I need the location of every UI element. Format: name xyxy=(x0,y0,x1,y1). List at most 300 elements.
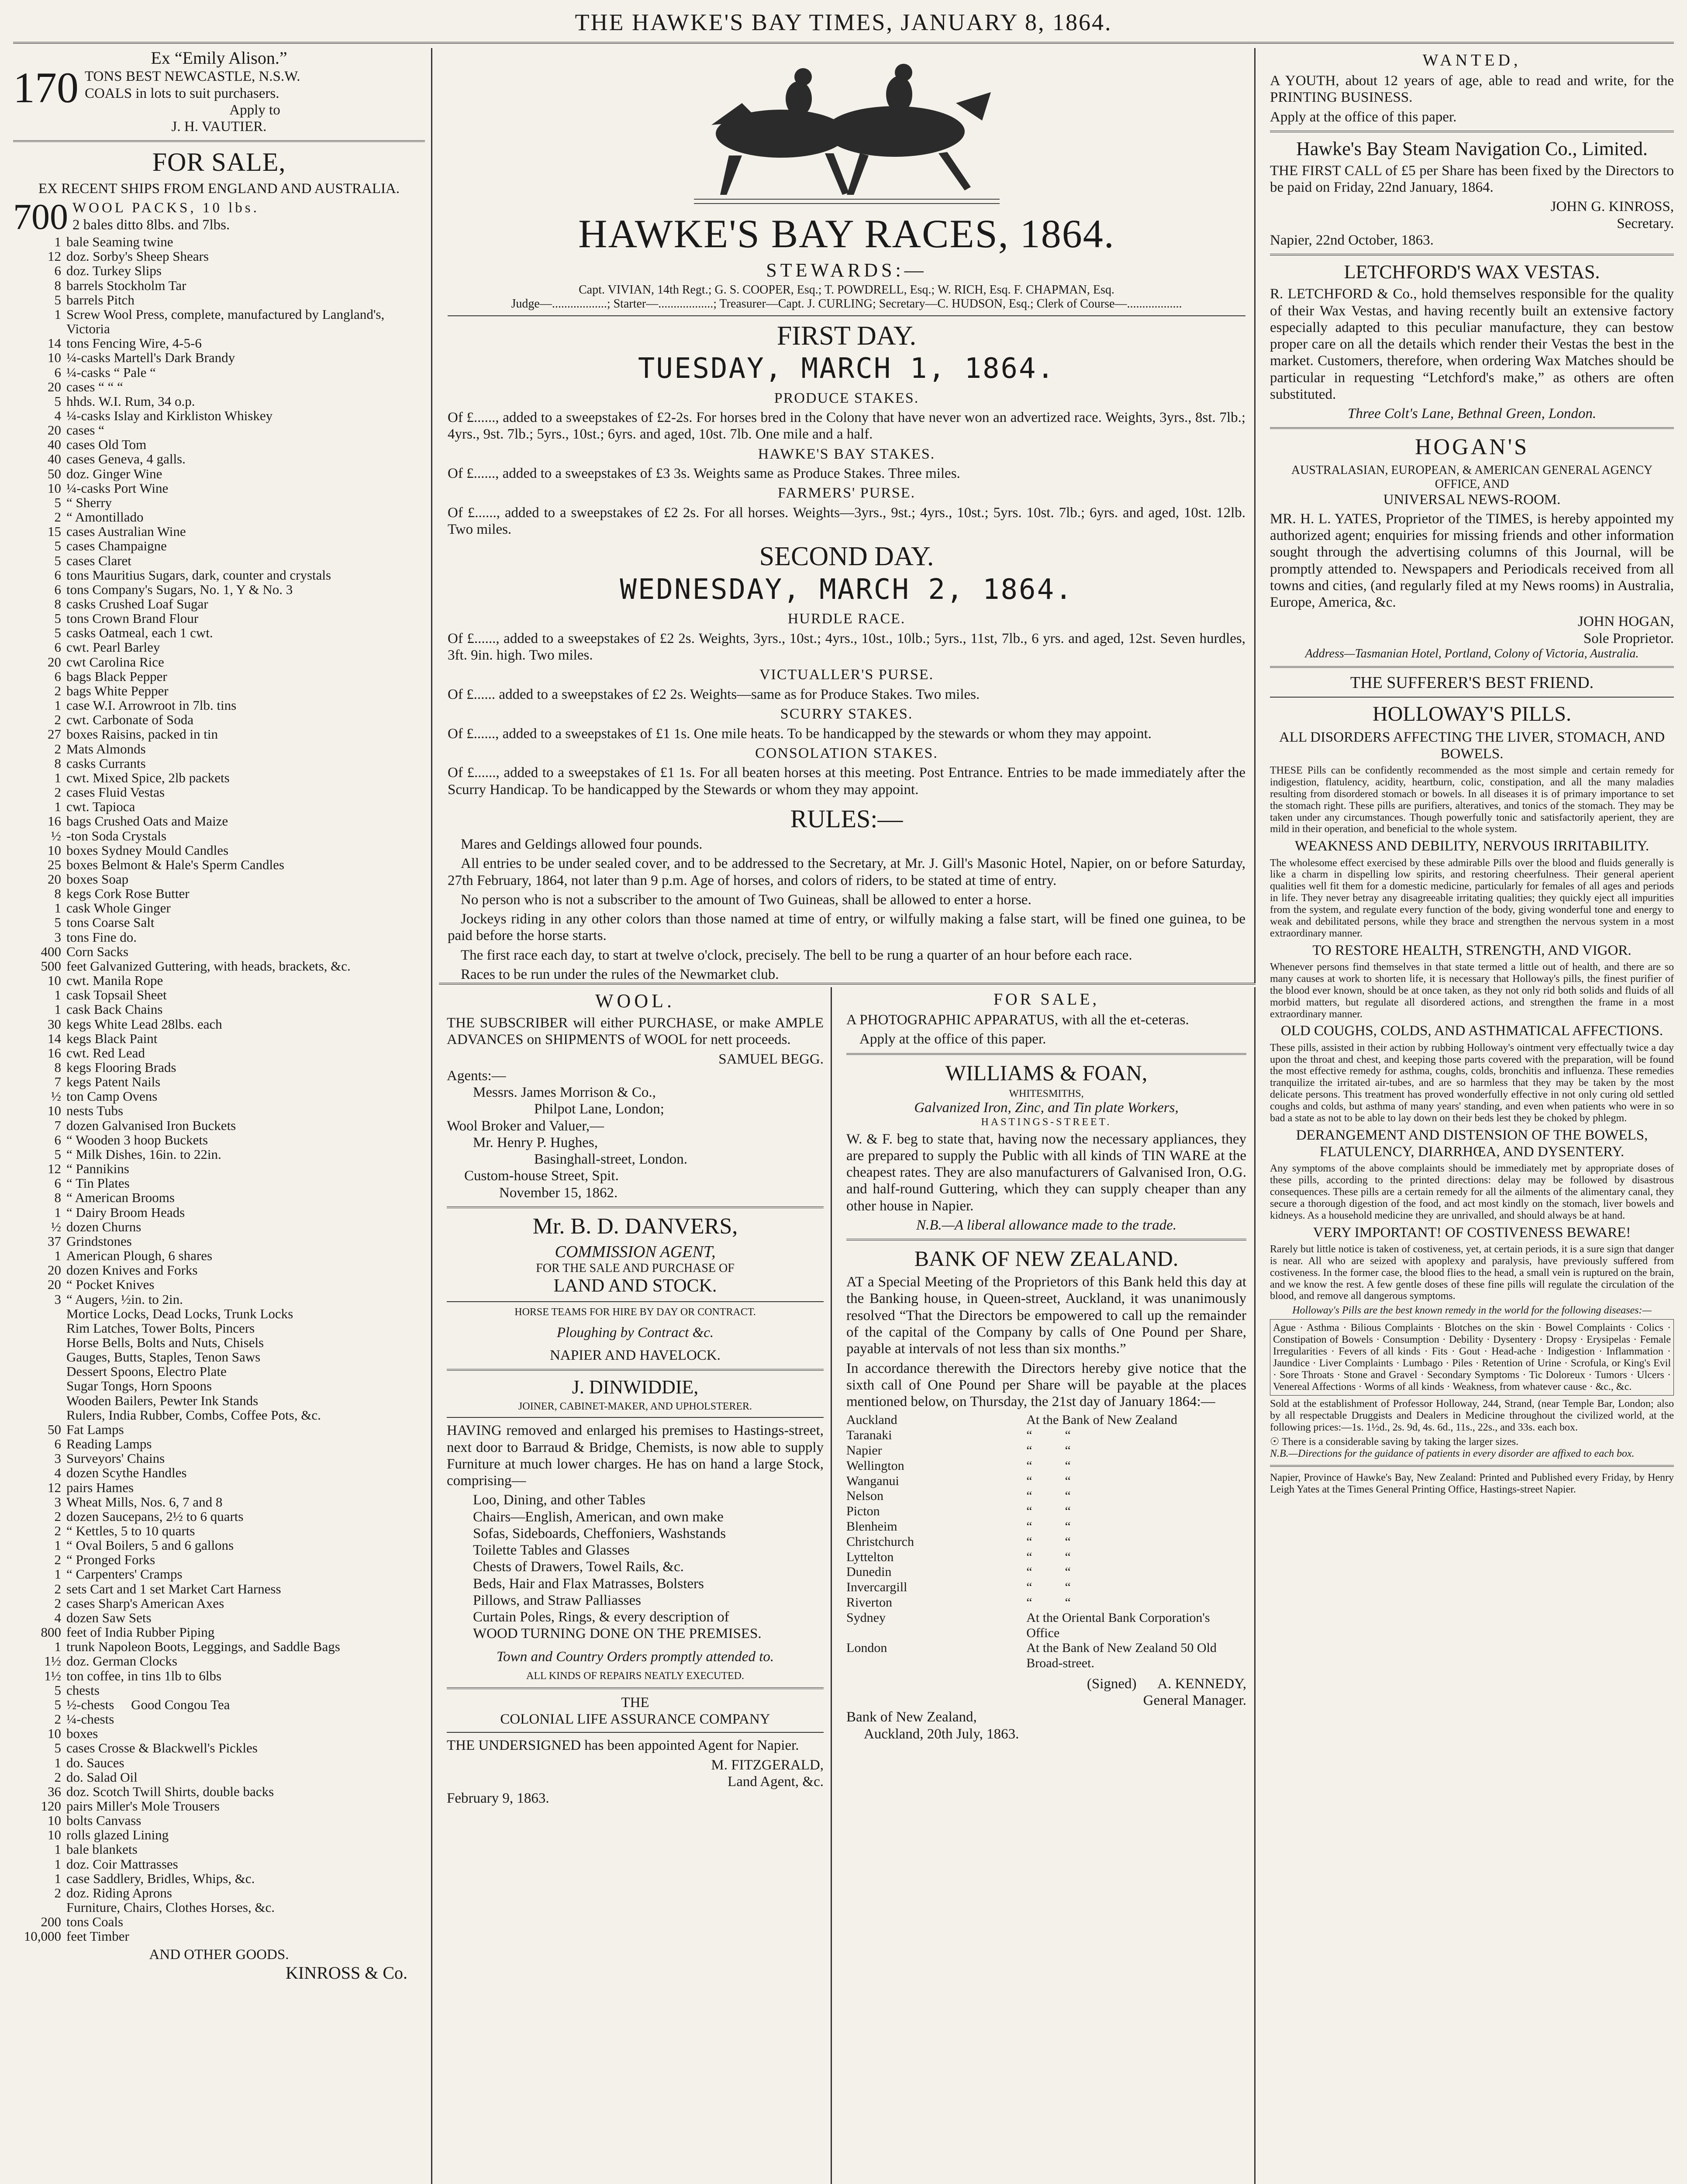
williams-title: WILLIAMS & FOAN, xyxy=(945,1060,1148,1085)
goods-item-qty: 2 xyxy=(54,741,61,757)
bank-places-table xyxy=(846,1413,1246,1671)
goods-item-qty: 8 xyxy=(54,1190,61,1206)
holloway-title: HOLLOWAY'S PILLS. xyxy=(1373,702,1571,726)
goods-item-qty: 5 xyxy=(54,494,61,510)
steam-name: JOHN G. KINROSS, xyxy=(1550,199,1674,215)
goods-item xyxy=(13,944,425,959)
goods-item-qty: 1 xyxy=(54,987,61,1003)
hogan-sub2: UNIVERSAL NEWS-ROOM. xyxy=(1383,491,1561,508)
goods-item xyxy=(13,495,425,510)
goods-item xyxy=(13,1190,425,1205)
goods-item-qty: 7 xyxy=(54,1117,61,1133)
bank-place-office: At the Bank of New Zealand xyxy=(1026,1413,1177,1427)
goods-item-qty: 200 xyxy=(41,1914,61,1930)
goods-item-qty: 5 xyxy=(54,538,61,554)
goods-item-desc: cases “ “ “ xyxy=(66,379,123,394)
goods-item xyxy=(13,1582,425,1596)
goods-item-desc: dozen Knives and Forks xyxy=(66,1262,198,1278)
consolation-stakes-title: CONSOLATION STAKES. xyxy=(755,745,938,761)
goods-item-desc: cask Topsail Sheet xyxy=(66,987,167,1003)
holloway-h6-text: Rarely but little notice is taken of costiveness, yet, at certain periods, it is a sure sign that danger is near. All who are seized with apoplexy and paralysis, have previously suffered from costiveness. In the former case, the blood flies to the head, a small vein is ruptured on the brain, and we know the rest. A few gentle doses of these fine pills will regulate the circulation of the blood, and remove all dangerous symptoms. xyxy=(1270,1243,1674,1302)
rule-item: No person who is not a subscriber to the amount of Two Guineas, shall be allowed to enter a horse. xyxy=(461,892,1032,908)
goods-item-qty: 5 xyxy=(54,292,61,308)
goods-item-qty: 2 xyxy=(54,712,61,728)
bank-place-name: Dunedin xyxy=(846,1565,892,1579)
goods-item-desc: Reading Lamps xyxy=(66,1436,152,1452)
goods-item-desc: ¼-casks “ Pale “ xyxy=(66,364,156,380)
goods-item-qty: 5 xyxy=(54,1146,61,1162)
bank-place-row xyxy=(846,1580,1246,1595)
steam-text: THE FIRST CALL of £5 per Share has been fixed by the Directors to be paid on Friday, 22nd January, 1864. xyxy=(1270,162,1674,196)
goods-item xyxy=(13,1321,425,1335)
goods-item-qty: 50 xyxy=(48,466,61,481)
goods-item-desc: “ American Brooms xyxy=(66,1190,175,1206)
goods-item-desc: cases Old Tom xyxy=(66,437,147,453)
bank-place-name: Sydney xyxy=(846,1610,886,1625)
colonial-the: THE xyxy=(621,1694,649,1711)
goods-item-desc: bags Crushed Oats and Maize xyxy=(66,813,228,829)
colonial-name: M. FITZGERALD, xyxy=(711,1757,824,1773)
goods-item-qty: 5 xyxy=(54,1740,61,1756)
goods-item-qty: 20 xyxy=(48,379,61,394)
goods-item-desc: “ Milk Dishes, 16in. to 22in. xyxy=(66,1146,221,1162)
wool-broker-1: Mr. Henry P. Hughes, xyxy=(473,1134,598,1151)
goods-item-qty: 8 xyxy=(54,596,61,612)
colonial-role: Land Agent, &c. xyxy=(728,1773,824,1790)
bank-place-row xyxy=(846,1504,1246,1519)
goods-item xyxy=(13,1306,425,1321)
wanted-title: WANTED, xyxy=(1422,51,1521,69)
goods-item-qty: 1 xyxy=(54,698,61,713)
goods-item-desc: casks Crushed Loaf Sugar xyxy=(66,596,208,612)
goods-item-qty: 10 xyxy=(48,1827,61,1843)
horse-race-engraving xyxy=(694,51,1000,208)
bank-place-row xyxy=(846,1458,1246,1474)
goods-item xyxy=(13,973,425,988)
goods-item xyxy=(13,901,425,915)
holloway-h4-title: OLD COUGHS, COLDS, AND ASTHMATICAL AFFECTIONS. xyxy=(1280,1023,1663,1039)
goods-item-qty: 6 xyxy=(54,1132,61,1147)
bank-place-office: At the Oriental Bank Corporation's Office xyxy=(1026,1610,1210,1640)
officials-line: Judge—..................; Starter—..................; Treasurer—Capt. J. CURLING; Secretary—C. HUDSON, Esq.; Clerk of Course—.................. xyxy=(511,297,1182,311)
stock-item: Chairs—English, American, and own make xyxy=(473,1509,724,1525)
goods-item-qty: 25 xyxy=(48,857,61,872)
holloway-saving: ☉ There is a considerable saving by taking the larger sizes. xyxy=(1270,1436,1519,1448)
rule-item: Mares and Geldings allowed four pounds. xyxy=(461,836,703,853)
racing-horses-icon xyxy=(694,51,1000,208)
goods-item-qty: 2 xyxy=(54,1552,61,1568)
holloway-h2-title: WEAKNESS AND DEBILITY, NERVOUS IRRITABILITY. xyxy=(1294,838,1649,854)
goods-item-desc: cases Claret xyxy=(66,553,131,568)
goods-item-qty: 2 xyxy=(54,1711,61,1727)
bank-place-row xyxy=(846,1519,1246,1534)
goods-item xyxy=(13,857,425,872)
goods-item xyxy=(13,1205,425,1220)
dinwiddie-text: HAVING removed and enlarged his premises to Hastings-street, next door to Barraud & Bridge, Chemists, is now able to supply Furniture at much lower charges. He has on hand a large Stock, comprising— xyxy=(447,1423,824,1489)
colonial-date: February 9, 1863. xyxy=(447,1790,549,1807)
stock-item: Curtain Poles, Rings, & every description of xyxy=(473,1609,729,1625)
williams-sub2: Galvanized Iron, Zinc, and Tin plate Workers, xyxy=(914,1100,1179,1116)
goods-item-qty: 37 xyxy=(48,1233,61,1249)
goods-item-qty: 2 xyxy=(54,683,61,698)
bank-place-name: Nelson xyxy=(846,1489,883,1503)
bank-place-row xyxy=(846,1474,1246,1489)
goods-item-desc: cwt Carolina Rice xyxy=(66,654,164,670)
goods-item xyxy=(13,1465,425,1480)
goods-item-qty: 2 xyxy=(54,1581,61,1597)
wool-packs xyxy=(13,200,425,235)
goods-item-qty: 12 xyxy=(48,1479,61,1495)
goods-item-desc: boxes Belmont & Hale's Sperm Candles xyxy=(66,857,284,872)
bank-place-name: Lyttelton xyxy=(846,1549,894,1564)
goods-item xyxy=(13,1813,425,1828)
goods-item-desc: Rulers, India Rubber, Combs, Coffee Pots, &c. xyxy=(66,1407,321,1423)
goods-item-qty xyxy=(13,1379,66,1393)
stock-item: Pillows, and Straw Palliasses xyxy=(473,1592,641,1608)
goods-item-desc: Wooden Bailers, Pewter Ink Stands xyxy=(66,1393,259,1408)
goods-item-desc: boxes xyxy=(66,1726,98,1742)
goods-item xyxy=(13,1292,425,1306)
goods-item-desc: cwt. Mixed Spice, 2lb packets xyxy=(66,770,230,785)
goods-item-desc: bale Seaming twine xyxy=(66,234,173,250)
goods-item-desc: Mats Almonds xyxy=(66,741,146,757)
goods-item-desc: “ Tin Plates xyxy=(66,1175,130,1191)
goods-item-desc: cwt. Manila Rope xyxy=(66,973,163,988)
goods-item xyxy=(13,1277,425,1292)
goods-item-desc: dozen Scythe Handles xyxy=(66,1465,187,1481)
goods-item-desc: cases Fluid Vestas xyxy=(66,784,165,800)
bank-text2: In accordance therewith the Directors hereby give notice that the sixth call of One Pound per Share will be payable at the places mentioned below, on Thursday, the 21st day of January 1864:— xyxy=(846,1360,1246,1410)
wanted-apply: Apply at the office of this paper. xyxy=(1270,109,1457,125)
column-left xyxy=(13,48,432,2184)
goods-item-qty: 1 xyxy=(54,1204,61,1220)
rules-title: RULES:— xyxy=(790,804,903,833)
goods-item-qty: 20 xyxy=(48,871,61,887)
goods-item-qty: 12 xyxy=(48,249,61,264)
goods-item-desc: kegs Flooring Brads xyxy=(66,1060,176,1075)
goods-item-qty: 20 xyxy=(48,654,61,670)
goods-item-desc: ½-chests Good Congou Tea xyxy=(66,1697,230,1712)
holloway-nb: N.B.—Directions for the guidance of patients in every disorder are affixed to each box. xyxy=(1270,1448,1635,1459)
goods-item xyxy=(13,1248,425,1263)
goods-item-qty: 120 xyxy=(41,1798,61,1814)
goods-item-qty: 5 xyxy=(54,553,61,568)
goods-item-qty: 40 xyxy=(48,437,61,453)
bank-place-name: Wanganui xyxy=(846,1473,899,1488)
goods-item-qty: 1 xyxy=(54,1842,61,1857)
bank-place-row xyxy=(846,1428,1246,1443)
goods-item-qty: 2 xyxy=(54,1885,61,1901)
goods-item xyxy=(13,1408,425,1422)
bank-place-name: Taranaki xyxy=(846,1428,892,1443)
goods-item-qty: 7 xyxy=(54,1074,61,1090)
first-day-title: FIRST DAY. xyxy=(776,321,917,351)
goods-item xyxy=(13,249,425,263)
goods-item-desc: cwt. Pearl Barley xyxy=(66,639,160,655)
goods-item-desc: bags White Pepper xyxy=(66,683,169,698)
goods-item xyxy=(13,1610,425,1625)
goods-list xyxy=(13,235,425,1943)
colonial-text: THE UNDERSIGNED has been appointed Agent for Napier. xyxy=(447,1738,799,1754)
goods-item-desc: bale blankets xyxy=(66,1842,138,1857)
goods-item-qty: 16 xyxy=(48,1045,61,1061)
goods-item-desc: Dessert Spoons, Electro Plate xyxy=(66,1364,227,1379)
goods-item-desc: tons Coarse Salt xyxy=(66,915,155,930)
goods-item xyxy=(13,553,425,568)
goods-item xyxy=(13,1480,425,1495)
hawkes-bay-stakes-text: Of £......, added to a sweepstakes of £3 3s. Weights same as Produce Stakes. Three miles. xyxy=(448,466,960,482)
goods-item xyxy=(13,1755,425,1770)
goods-item-qty: 6 xyxy=(54,364,61,380)
bank-text1: AT a Special Meeting of the Proprietors of this Bank held this day at the Banking house, in Queen-street, Auckland, it was unanimously resolved “That the Directors be empowered to call up the remainder of the capital of the Company by calls of One Pound per Share, payable at intervals of not less than six months.” xyxy=(846,1274,1246,1357)
goods-item-desc: do. Salad Oil xyxy=(66,1769,138,1785)
goods-item-qty xyxy=(13,1306,66,1321)
steam-role: Secretary. xyxy=(1617,215,1674,232)
rule-item: The first race each day, to start at twelve o'clock, precisely. The bell to be rung a quarter of an hour before each race. xyxy=(461,947,1132,963)
goods-item-qty: 1 xyxy=(54,1639,61,1655)
goods-item xyxy=(13,1118,425,1133)
goods-item-qty: 1 xyxy=(54,1856,61,1872)
goods-item-desc: doz. Turkey Slips xyxy=(66,263,162,279)
goods-item-desc: “ Oval Boilers, 5 and 6 gallons xyxy=(66,1538,234,1553)
goods-item-qty: 1 xyxy=(54,770,61,785)
danvers-sub: COMMISSION AGENT, xyxy=(555,1243,716,1261)
goods-item-desc: rolls glazed Lining xyxy=(66,1827,169,1843)
goods-item-qty xyxy=(13,1900,66,1914)
goods-item-qty: 3 xyxy=(54,1291,61,1307)
goods-item-desc: “ Amontillado xyxy=(66,509,144,525)
coal-line1: TONS BEST NEWCASTLE, N.S.W. xyxy=(85,69,300,85)
goods-item xyxy=(13,1335,425,1350)
scurry-stakes-text: Of £......, added to a sweepstakes of £1 1s. One mile heats. To be handicapped by the stewards or whom they may appoint. xyxy=(448,726,1152,742)
bank-title: BANK OF NEW ZEALAND. xyxy=(914,1246,1179,1271)
goods-item xyxy=(13,524,425,539)
goods-item-desc: nests Tubs xyxy=(66,1103,124,1119)
goods-item-desc: “ Pocket Knives xyxy=(66,1277,155,1292)
goods-item-desc: “ Wooden 3 hoop Buckets xyxy=(66,1132,208,1147)
goods-item xyxy=(13,785,425,799)
bank-place-office: “ “ xyxy=(1026,1428,1071,1443)
goods-item-qty: 50 xyxy=(48,1421,61,1437)
goods-item xyxy=(13,1002,425,1016)
goods-item xyxy=(13,742,425,756)
goods-item-desc: Corn Sacks xyxy=(66,943,129,959)
bank-place-office: “ “ xyxy=(1026,1549,1071,1564)
goods-item-desc: feet Galvanized Guttering, with heads, brackets, &c. xyxy=(66,958,351,974)
wool-name: SAMUEL BEGG. xyxy=(718,1051,824,1067)
goods-item-desc: ton coffee, in tins 1lb to 6lbs xyxy=(66,1668,222,1683)
goods-item xyxy=(13,1900,425,1914)
victuallers-purse-text: Of £...... added to a sweepstakes of £2 2s. Weights—same as for Produce Stakes. Two miles. xyxy=(448,686,980,702)
goods-item-qty: 6 xyxy=(54,581,61,597)
goods-item-qty: 2 xyxy=(54,1508,61,1524)
sufferer-title: THE SUFFERER'S BEST FRIEND. xyxy=(1350,673,1594,692)
goods-item-desc: Furniture, Chairs, Clothes Horses, &c. xyxy=(66,1900,275,1915)
goods-item-desc: kegs Cork Rose Butter xyxy=(66,886,190,902)
goods-item xyxy=(13,1524,425,1538)
goods-item-qty: 20 xyxy=(48,1262,61,1278)
goods-item-qty: 1 xyxy=(54,1248,61,1264)
goods-item xyxy=(13,1133,425,1147)
goods-item xyxy=(13,423,425,437)
goods-item xyxy=(13,1538,425,1552)
kinross-signature: KINROSS & Co. xyxy=(286,1963,407,1983)
holloway-h4-text: These pills, assisted in their action by rubbing Holloway's ointment very effectually twice a day upon the throat and chest, and keeping those parts covered with the preparation, will be found the most effective remedy for asthma, coughs, colds, bronchitis and influenza. These remedies tranquilize the irritated air-tubes, and are so harmless that they may be taken by the most delicate persons. This treatment has proved wonderfully effective in not only curing old settled coughs and colds, but asthma of many years' standing, and even when patients who were in so bad a state as not to be able to lay down on their beds lest they be choked by phlegm. xyxy=(1270,1042,1674,1124)
coal-ex: Ex “Emily Alison.” xyxy=(151,48,287,68)
williams-text: W. & F. beg to state that, having now the necessary appliances, they are prepared to supply the Public with all kinds of TIN WARE at the cheapest rates. They are also manufacturers of Galvanised Iron, O.G. and half-round Guttering, which they can supply cheaper than any other house in Napier. xyxy=(846,1131,1246,1214)
goods-item xyxy=(13,1741,425,1755)
goods-item-desc: Horse Bells, Bolts and Nuts, Chisels xyxy=(66,1334,264,1350)
goods-item xyxy=(13,727,425,741)
goods-item-desc: bolts Canvass xyxy=(66,1813,141,1828)
goods-item xyxy=(13,1669,425,1683)
goods-item-qty: 8 xyxy=(54,277,61,293)
goods-item-desc: barrels Stockholm Tar xyxy=(66,277,186,293)
goods-item xyxy=(13,582,425,597)
goods-item xyxy=(13,1929,425,1943)
goods-item-desc: Wheat Mills, Nos. 6, 7 and 8 xyxy=(66,1494,223,1510)
goods-item xyxy=(13,771,425,785)
first-day-date: TUESDAY, MARCH 1, 1864. xyxy=(638,352,1056,385)
goods-item xyxy=(13,1060,425,1075)
hurdle-race-text: Of £......, added to a sweepstakes of £2 2s. Weights, 3yrs., 10st.; 4yrs., 10st., 10lb.; 5yrs., 11st, 7lb., 6 yrs. and aged, 12st. Seven hurdles, 3ft. 9in. high. Two miles. xyxy=(448,630,1245,663)
goods-item-desc: “ Dairy Broom Heads xyxy=(66,1204,185,1220)
goods-item xyxy=(13,307,425,336)
races-ad xyxy=(439,48,1256,983)
goods-item-desc: trunk Napoleon Boots, Leggings, and Saddle Bags xyxy=(66,1639,340,1655)
goods-item xyxy=(13,1422,425,1437)
stock-item: WOOD TURNING DONE ON THE PREMISES. xyxy=(473,1626,762,1642)
dinwiddie-repairs: ALL KINDS OF REPAIRS NEATLY EXECUTED. xyxy=(526,1670,744,1682)
consolation-stakes-text: Of £......, added to a sweepstakes of £1 1s. For all beaten horses at this meeting. Post Entrance. Entries to be made immediately after the Scurry Handicap. To be handicapped by the Stewards or whom they may appoint. xyxy=(448,765,1245,798)
goods-item-qty: 2 xyxy=(54,784,61,800)
goods-item-desc: “ Sherry xyxy=(66,494,112,510)
goods-item-desc: casks Oatmeal, each 1 cwt. xyxy=(66,625,213,641)
goods-item-desc: cwt. Carbonate of Soda xyxy=(66,712,193,728)
danvers-land: LAND AND STOCK. xyxy=(553,1276,717,1296)
goods-item-qty: 4 xyxy=(54,1465,61,1481)
bank-place-office: “ “ xyxy=(1026,1443,1071,1458)
goods-item-qty: 500 xyxy=(41,958,61,974)
steam-date: Napier, 22nd October, 1863. xyxy=(1270,232,1434,248)
stock-item: Loo, Dining, and other Tables xyxy=(473,1492,645,1508)
goods-item xyxy=(13,712,425,727)
goods-item-qty: 1½ xyxy=(44,1668,61,1683)
bank-place-office: “ “ xyxy=(1026,1565,1071,1579)
goods-item-desc: tons Coals xyxy=(66,1914,124,1930)
imprint: Napier, Province of Hawke's Bay, New Zealand: Printed and Published every Friday, by Henry Leigh Yates at the Times General Printing Office, Hastings-street Napier. xyxy=(1270,1472,1674,1495)
goods-item xyxy=(13,1842,425,1856)
goods-item-qty: 8 xyxy=(54,1060,61,1075)
goods-item xyxy=(13,350,425,365)
goods-item-desc: boxes Raisins, packed in tin xyxy=(66,726,218,742)
bank-place-office: “ “ xyxy=(1026,1580,1071,1595)
goods-item-desc: doz. Sorby's Sheep Shears xyxy=(66,249,209,264)
goods-item-desc: ¼-casks Islay and Kirkliston Whiskey xyxy=(66,408,273,423)
bank-place-office: “ “ xyxy=(1026,1519,1071,1534)
goods-item xyxy=(13,1437,425,1451)
goods-item-desc: doz. Scotch Twill Shirts, double backs xyxy=(66,1783,274,1799)
goods-item-qty: 20 xyxy=(48,422,61,438)
column-middle-right xyxy=(838,987,1256,2184)
dinwiddie-sub: JOINER, CABINET-MAKER, AND UPHOLSTERER. xyxy=(518,1401,752,1413)
forsale-title: FOR SALE, xyxy=(152,148,286,177)
goods-item xyxy=(13,597,425,611)
goods-item xyxy=(13,988,425,1002)
goods-item-qty: 800 xyxy=(41,1624,61,1640)
williams-sub: WHITESMITHS, xyxy=(1009,1088,1084,1099)
goods-item xyxy=(13,1017,425,1031)
goods-item-qty: 2 xyxy=(54,1595,61,1611)
holloway-h5-title: DERANGEMENT AND DISTENSION OF THE BOWELS, FLATULENCY, DIARRHŒA, AND DYSENTERY. xyxy=(1296,1127,1648,1160)
goods-item-desc: “ Augers, ½in. to 2in. xyxy=(66,1291,183,1307)
holloway-h1-text: THESE Pills can be confidently recommended as the most simple and certain remedy for indigestion, flatulency, acidity, heartburn, colic, constipation, and all the many maladies resulting from disordered stomach or bowels. In all diseases it is of primary importance to set the stomach right. These pills are purifiers, alteratives, and tonics of the stomach. They may be taken under any circumstances. Though powerfully tonic and satisfactorily aperient, they are mild in their operation, and beneficial to the whole system. xyxy=(1270,765,1674,835)
holloway-h5-text: Any symptoms of the above complaints should be immediately met by appropriate doses of these pills, according to the printed directions: delay may be followed by disastrous consequences. These pills are a certain remedy for all the ailments of the alimentary canal, they secure a thorough digestion of the food, and act most kindly on the stomach, liver bowels and kidneys. As a household medicine they are unrivalled, and should always be at hand. xyxy=(1270,1163,1674,1221)
goods-item-desc: kegs Patent Nails xyxy=(66,1074,161,1090)
goods-item xyxy=(13,1075,425,1089)
races-title: HAWKE'S BAY RACES, 1864. xyxy=(578,211,1115,256)
goods-item-desc: ¼-chests xyxy=(66,1711,114,1727)
bank-place-office: “ “ xyxy=(1026,1458,1071,1473)
stewards-title: STEWARDS:— xyxy=(766,259,927,281)
hawkes-bay-stakes-title: HAWKE'S BAY STAKES. xyxy=(758,446,935,462)
goods-item-qty: 10 xyxy=(48,480,61,496)
bank-place-name: Invercargill xyxy=(846,1580,907,1595)
goods-item xyxy=(13,872,425,886)
goods-item-desc: Mortice Locks, Dead Locks, Trunk Locks xyxy=(66,1306,293,1321)
goods-item-desc: ¼-casks Port Wine xyxy=(66,480,169,496)
wool-agents-2: Philpot Lane, London; xyxy=(534,1101,664,1117)
goods-item-desc: barrels Pitch xyxy=(66,292,135,308)
goods-item xyxy=(13,684,425,698)
wool-number: 700 xyxy=(13,200,68,235)
goods-item-desc: doz. German Clocks xyxy=(66,1653,177,1669)
rule-item: Jockeys riding in any other colors than those named at time of entry, or wilfully making a false start, will be fined one guinea, to be paid before the horse starts. xyxy=(448,911,1245,944)
goods-item-desc: sets Cart and 1 set Market Cart Harness xyxy=(66,1581,281,1597)
coal-ad xyxy=(13,48,425,135)
goods-item xyxy=(13,293,425,307)
farmers-purse-title: FARMERS' PURSE. xyxy=(777,485,916,501)
holloway-h3-text: Whenever persons find themselves in that state termed a little out of health, and there are so many causes at work to shorten life, it is necessary that Holloway's pills, the finest purifier of the blood ever known, should be at once taken, as they not only rid both solids and fluids of all morbid matters, but regulate all disordered actions, and strengthen the frame in a most extraordinary manner. xyxy=(1270,961,1674,1020)
goods-item xyxy=(13,278,425,293)
bank-place-row xyxy=(846,1641,1246,1671)
goods-item-desc: cases Geneva, 4 galls. xyxy=(66,451,186,467)
goods-item-desc: cask Whole Ginger xyxy=(66,900,171,916)
goods-item-qty: 6 xyxy=(54,567,61,583)
second-day-title: SECOND DAY. xyxy=(759,542,934,572)
goods-item-desc: doz. Coir Mattrasses xyxy=(66,1856,178,1872)
goods-item-qty: 1 xyxy=(54,1566,61,1582)
goods-item-qty: 36 xyxy=(48,1783,61,1799)
goods-item-desc: do. Sauces xyxy=(66,1755,124,1770)
goods-item xyxy=(13,1726,425,1741)
goods-item xyxy=(13,1031,425,1046)
hogan-text: MR. H. L. YATES, Proprietor of the TIMES, is hereby appointed my authorized agent; enquiries for missing friends and other information sought through the advertising columns of this Journal, will be promptly attended to. Newspapers and Periodicals received from all towns and cities, (and regularly filed at my News rooms) in Australia, Europe, America, &c. xyxy=(1270,511,1674,611)
goods-item-desc: Rim Latches, Tower Bolts, Pincers xyxy=(66,1320,255,1336)
goods-item-desc: Grindstones xyxy=(66,1233,132,1249)
goods-item xyxy=(13,452,425,466)
goods-item-qty: 10 xyxy=(48,1103,61,1119)
goods-item xyxy=(13,1379,425,1393)
goods-item-desc: tons Crown Brand Flour xyxy=(66,611,199,626)
goods-item-qty: 15 xyxy=(48,524,61,539)
goods-item-qty: 40 xyxy=(48,451,61,467)
goods-item-desc: cases Champaigne xyxy=(66,538,167,554)
wool-agents-label: Agents:— xyxy=(447,1068,506,1084)
goods-item xyxy=(13,655,425,669)
goods-item-qty: 6 xyxy=(54,639,61,655)
goods-item xyxy=(13,799,425,814)
